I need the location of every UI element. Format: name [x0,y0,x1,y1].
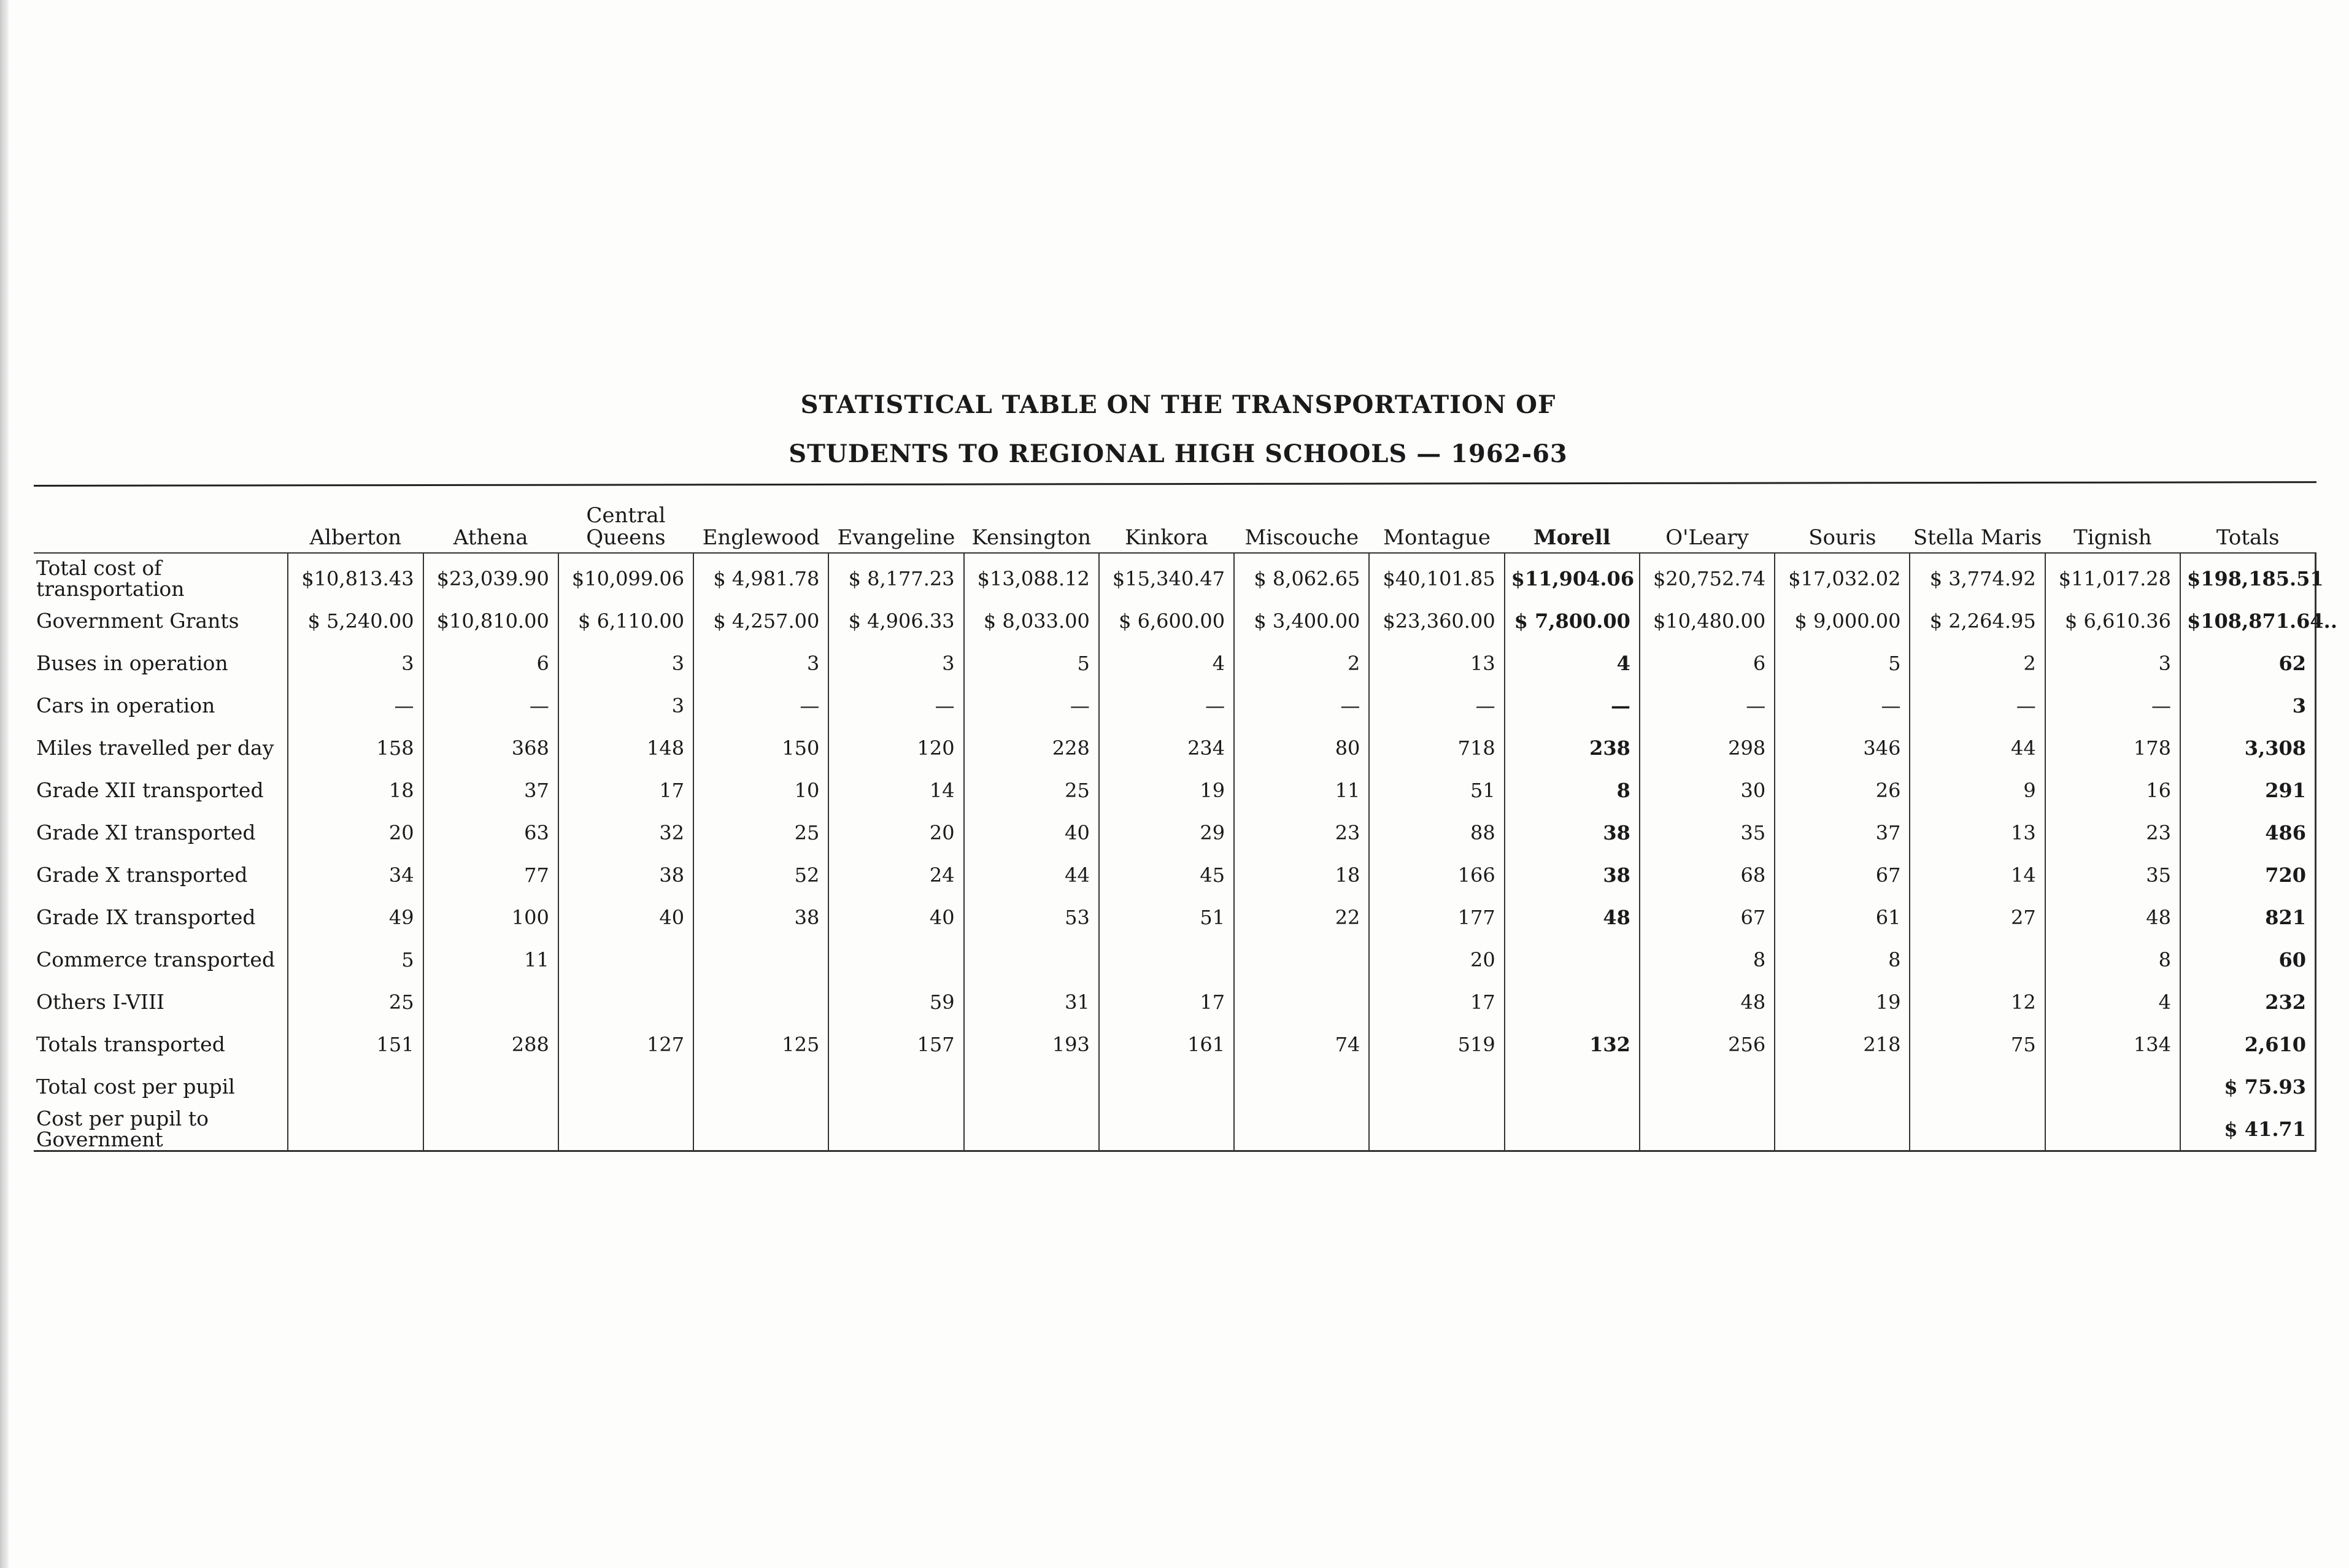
value-cell: $ 8,062.65 [1234,553,1369,600]
value-cell [558,1065,693,1108]
value-cell: 13 [1910,811,2045,854]
title-line-1: STATISTICAL TABLE ON THE TRANSPORTATION OF [800,390,1556,419]
value-cell: 218 [1775,1023,1910,1065]
value-cell: $11,904.06 [1505,553,1640,600]
value-cell [964,1065,1099,1108]
value-cell [1910,1065,2045,1108]
value-cell [2045,1065,2180,1108]
table-row [34,600,2316,642]
value-cell [1910,938,2045,981]
value-cell [964,1108,1099,1151]
value-cell: 35 [1640,811,1775,854]
table-title [724,380,1632,479]
value-cell: $ 2,264.95 [1910,600,2045,642]
table-row [34,769,2316,811]
statistics-table [34,490,2337,1152]
value-cell [1640,1065,1775,1108]
value-cell [558,938,693,981]
value-cell: $17,032.02 [1775,553,1910,600]
value-cell: — [1369,684,1504,727]
value-cell: 8 [1640,938,1775,981]
column-header: Athena [423,490,558,553]
value-cell: 368 [423,727,558,769]
value-cell: — [423,684,558,727]
value-cell: 519 [1369,1023,1504,1065]
value-cell: 38 [1505,811,1640,854]
value-cell: 10 [693,769,828,811]
value-cell: 100 [423,896,558,938]
value-cell [1775,1065,1910,1108]
column-header: Kensington [964,490,1099,553]
value-cell [693,981,828,1023]
value-cell: $ 4,981.78 [693,553,828,600]
value-cell: 718 [1369,727,1504,769]
value-cell [1505,1065,1640,1108]
value-cell: 11 [423,938,558,981]
value-cell: — [2045,684,2180,727]
value-cell [693,1108,828,1151]
value-cell: — [1234,684,1369,727]
value-cell: 45 [1099,854,1234,896]
value-cell: 20 [1369,938,1504,981]
total-cell: 2,610 [2180,1023,2316,1065]
value-cell [828,938,963,981]
value-cell: 27 [1910,896,2045,938]
value-cell: 288 [423,1023,558,1065]
value-cell: 132 [1505,1023,1640,1065]
value-cell: 77 [423,854,558,896]
column-header: Montague [1369,490,1504,553]
column-header: Morell [1505,490,1640,553]
value-cell: 37 [1775,811,1910,854]
value-cell: $ 4,257.00 [693,600,828,642]
value-cell: 3 [693,642,828,684]
value-cell: $ 6,600.00 [1099,600,1234,642]
column-header: Miscouche [1234,490,1369,553]
value-cell: $10,810.00 [423,600,558,642]
value-cell: 11 [1234,769,1369,811]
value-cell: $20,752.74 [1640,553,1775,600]
column-header: Kinkora [1099,490,1234,553]
table-body [34,553,2337,1151]
value-cell: 8 [1505,769,1640,811]
value-cell [1234,938,1369,981]
value-cell [558,981,693,1023]
value-cell: 158 [288,727,423,769]
value-cell [1234,981,1369,1023]
value-cell [1910,1108,2045,1151]
value-cell: 3 [558,684,693,727]
value-cell [1369,1108,1504,1151]
table-row [34,684,2316,727]
table-row [34,811,2316,854]
value-cell: $10,480.00 [1640,600,1775,642]
column-header: O'Leary [1640,490,1775,553]
total-cell: 3,308 [2180,727,2316,769]
value-cell: $23,360.00 [1369,600,1504,642]
value-cell: $11,017.28 [2045,553,2180,600]
value-cell: 48 [1505,896,1640,938]
value-cell: — [288,684,423,727]
table-row [34,854,2316,896]
total-cell: $198,185.51 [2180,553,2316,600]
value-cell: 127 [558,1023,693,1065]
value-cell: 228 [964,727,1099,769]
row-label: Grade XI transported [36,820,256,844]
column-header: Alberton [288,490,423,553]
value-cell: — [828,684,963,727]
value-cell: 44 [964,854,1099,896]
value-cell: $ 5,240.00 [288,600,423,642]
value-cell: 3 [2045,642,2180,684]
value-cell [1234,1065,1369,1108]
table-row [34,1108,2316,1151]
value-cell [558,1108,693,1151]
header-row [34,490,2316,553]
value-cell: 234 [1099,727,1234,769]
value-cell: — [1640,684,1775,727]
value-cell: 40 [558,896,693,938]
value-cell: 3 [828,642,963,684]
value-cell: 14 [1910,854,2045,896]
value-cell: $10,813.43 [288,553,423,600]
value-cell: — [1505,684,1640,727]
value-cell [1775,1108,1910,1151]
value-cell: 5 [1775,642,1910,684]
column-header: Central Queens [558,490,693,553]
value-cell [423,1108,558,1151]
value-cell: 17 [1369,981,1504,1023]
value-cell: 37 [423,769,558,811]
value-cell: $ 3,400.00 [1234,600,1369,642]
value-cell [1640,1108,1775,1151]
row-label: Grade XII transported [36,778,264,802]
column-header: Totals [2180,490,2316,553]
value-cell: 9 [1910,769,2045,811]
value-cell [828,1065,963,1108]
value-cell [964,938,1099,981]
value-cell: 6 [423,642,558,684]
page-edge-shadow [0,0,9,1568]
value-cell: 68 [1640,854,1775,896]
value-cell: 17 [558,769,693,811]
value-cell: 74 [1234,1023,1369,1065]
value-cell [1099,938,1234,981]
value-cell: 51 [1099,896,1234,938]
value-cell: 6 [1640,642,1775,684]
row-label: Total cost per pupil [36,1074,235,1099]
table-row [34,896,2316,938]
value-cell: 12 [1910,981,2045,1023]
row-label: Grade IX transported [36,905,256,929]
value-cell: 52 [693,854,828,896]
value-cell: 48 [2045,896,2180,938]
value-cell: 75 [1910,1023,2045,1065]
value-cell [1505,1108,1640,1151]
row-label: Grade X transported [36,862,248,887]
value-cell: 19 [1775,981,1910,1023]
value-cell: 3 [558,642,693,684]
table-row [34,938,2316,981]
value-cell: 35 [2045,854,2180,896]
value-cell: 16 [2045,769,2180,811]
table-row [34,553,2316,600]
value-cell: 26 [1775,769,1910,811]
table-row [34,727,2316,769]
value-cell: 88 [1369,811,1504,854]
value-cell: 177 [1369,896,1504,938]
value-cell [1234,1108,1369,1151]
total-cell: 486 [2180,811,2316,854]
value-cell: 4 [2045,981,2180,1023]
value-cell: — [1910,684,2045,727]
value-cell: 49 [288,896,423,938]
value-cell: 30 [1640,769,1775,811]
value-cell: 4 [1099,642,1234,684]
value-cell: 25 [693,811,828,854]
total-cell: $ 75.93 [2180,1065,2316,1108]
value-cell: 34 [288,854,423,896]
value-cell: 67 [1775,854,1910,896]
value-cell [693,938,828,981]
column-header: Tignish [2045,490,2180,553]
column-header: Evangeline [828,490,963,553]
value-cell: $23,039.90 [423,553,558,600]
value-cell: 38 [558,854,693,896]
value-cell: 80 [1234,727,1369,769]
value-cell: 63 [423,811,558,854]
value-cell: $ 6,110.00 [558,600,693,642]
value-cell: 40 [964,811,1099,854]
value-cell: 44 [1910,727,2045,769]
value-cell: 53 [964,896,1099,938]
value-cell: 29 [1099,811,1234,854]
value-cell: 166 [1369,854,1504,896]
title-line-2: STUDENTS TO REGIONAL HIGH SCHOOLS — 1962-63 [789,439,1568,468]
value-cell: $ 8,033.00 [964,600,1099,642]
value-cell: $ 8,177.23 [828,553,963,600]
value-cell: 8 [1775,938,1910,981]
value-cell: 31 [964,981,1099,1023]
value-cell: 298 [1640,727,1775,769]
value-cell: 134 [2045,1023,2180,1065]
total-cell: $ 41.71 [2180,1108,2316,1151]
value-cell: 22 [1234,896,1369,938]
column-header: Stella Maris [1910,490,2045,553]
value-cell: 23 [2045,811,2180,854]
total-cell: 291 [2180,769,2316,811]
row-label: Cost per pupil to Government [34,1108,288,1151]
value-cell: 19 [1099,769,1234,811]
total-cell: 821 [2180,896,2316,938]
row-label: Buses in operation [36,651,228,675]
value-cell: 8 [2045,938,2180,981]
value-cell: 5 [288,938,423,981]
value-cell: $ 7,800.00 [1505,600,1640,642]
value-cell [288,1108,423,1151]
value-cell: $13,088.12 [964,553,1099,600]
value-cell [1369,1065,1504,1108]
row-label: Commerce transported [36,947,276,971]
value-cell [1505,981,1640,1023]
value-cell [1099,1108,1234,1151]
value-cell: 38 [693,896,828,938]
value-cell: 48 [1640,981,1775,1023]
value-cell [693,1065,828,1108]
value-cell: 2 [1910,642,2045,684]
value-cell: — [1775,684,1910,727]
value-cell: $ 9,000.00 [1775,600,1910,642]
value-cell: 346 [1775,727,1910,769]
value-cell: 67 [1640,896,1775,938]
value-cell: 20 [288,811,423,854]
value-cell: 59 [828,981,963,1023]
value-cell: $ 4,906.33 [828,600,963,642]
value-cell: 18 [1234,854,1369,896]
value-cell: 17 [1099,981,1234,1023]
row-label: Total cost of transportation [36,555,185,601]
value-cell: 40 [828,896,963,938]
row-label: Others I-VIII [36,989,165,1014]
value-cell [2045,1108,2180,1151]
value-cell: 161 [1099,1023,1234,1065]
value-cell: — [964,684,1099,727]
column-header: Englewood [693,490,828,553]
value-cell: 151 [288,1023,423,1065]
header-label-corner [34,490,288,553]
table-top-rule [34,481,2316,487]
value-cell: 18 [288,769,423,811]
value-cell [1099,1065,1234,1108]
table-row [34,642,2316,684]
total-cell: 3 [2180,684,2316,727]
total-cell: 62 [2180,642,2316,684]
total-cell: 232 [2180,981,2316,1023]
column-header: Souris [1775,490,1910,553]
value-cell: — [1099,684,1234,727]
value-cell: 14 [828,769,963,811]
row-label: Cars in operation [36,693,215,717]
table-row [34,981,2316,1023]
total-cell: 60 [2180,938,2316,981]
value-cell: 178 [2045,727,2180,769]
value-cell: 193 [964,1023,1099,1065]
value-cell: 51 [1369,769,1504,811]
total-cell: 720 [2180,854,2316,896]
value-cell: 120 [828,727,963,769]
value-cell [423,981,558,1023]
value-cell: 25 [964,769,1099,811]
value-cell: $ 3,774.92 [1910,553,2045,600]
value-cell: 238 [1505,727,1640,769]
value-cell: 38 [1505,854,1640,896]
row-label: Government Grants [36,608,239,633]
value-cell [828,1108,963,1151]
value-cell [288,1065,423,1108]
table-row [34,1023,2316,1065]
value-cell: 125 [693,1023,828,1065]
table-row [34,1065,2316,1108]
value-cell: 32 [558,811,693,854]
value-cell: 5 [964,642,1099,684]
total-cell: $108,871.64.. [2180,600,2316,642]
value-cell: $15,340.47 [1099,553,1234,600]
value-cell: 3 [288,642,423,684]
value-cell: 24 [828,854,963,896]
value-cell: 256 [1640,1023,1775,1065]
value-cell: 25 [288,981,423,1023]
value-cell [423,1065,558,1108]
value-cell: — [693,684,828,727]
value-cell: 157 [828,1023,963,1065]
value-cell: $40,101.85 [1369,553,1504,600]
row-label: Miles travelled per day [36,735,274,760]
value-cell: 150 [693,727,828,769]
value-cell [1505,938,1640,981]
value-cell: 2 [1234,642,1369,684]
value-cell: 61 [1775,896,1910,938]
value-cell: 23 [1234,811,1369,854]
value-cell: $10,099.06 [558,553,693,600]
value-cell: 4 [1505,642,1640,684]
value-cell: 148 [558,727,693,769]
value-cell: 13 [1369,642,1504,684]
value-cell: 20 [828,811,963,854]
value-cell: $ 6,610.36 [2045,600,2180,642]
row-label: Totals transported [36,1032,225,1056]
